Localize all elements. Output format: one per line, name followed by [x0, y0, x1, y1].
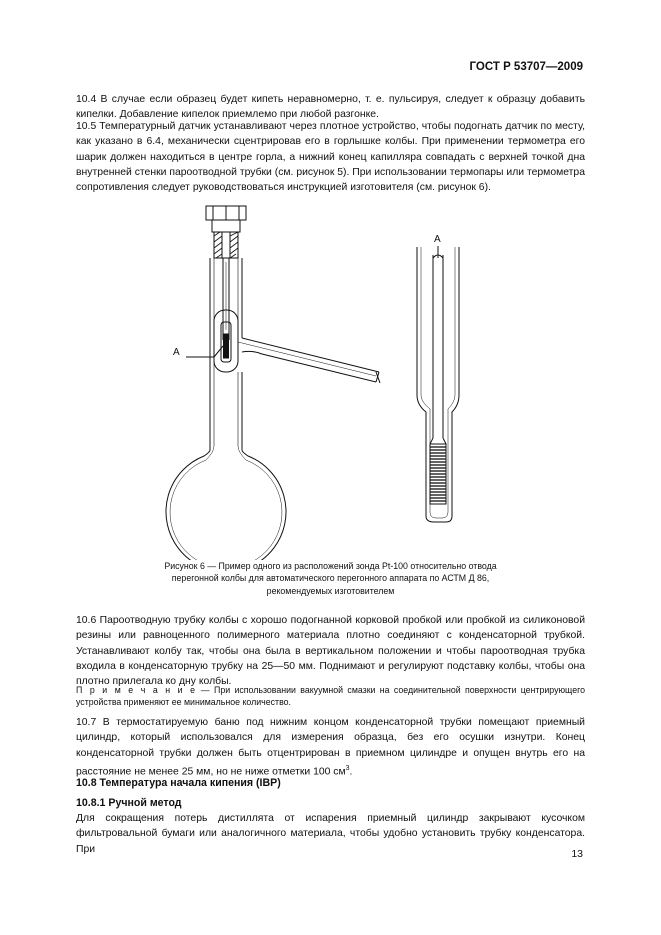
heading-10-8-1: 10.8.1 Ручной метод	[76, 797, 182, 809]
note-label: П р и м е ч а н и е	[76, 685, 197, 695]
note-block	[76, 684, 585, 708]
paragraph-10-7	[76, 715, 585, 780]
heading-10-8: 10.8 Температура начала кипения (IBP)	[76, 777, 281, 789]
document-id-header: ГОСТ Р 53707—2009	[469, 61, 583, 73]
probe-fitting	[206, 206, 246, 258]
label-a-right: A	[434, 234, 441, 245]
paragraph-10-6-text: 10.6 Пароотводную трубку колбы с хорошо подогнанной корковой пробкой или пробкой из силиконовой резины или равноценного полимерного материала плотно соединяют с конденсаторной трубкой. Устанавливают колбу так, чтобы она была в вертикальном положении и чтобы пароотводная трубка входила в конденсаторную трубку на 25—50 мм. Поднимают и регулируют подставку колбы, чтобы она плотно прилегала ко дну колбы.	[76, 615, 585, 688]
note-text: — При использовании вакуумной смазки на соединительной поверхности центрирующего устройства применяют ее минимальное количество.	[76, 685, 585, 707]
flask-neck	[210, 258, 242, 450]
detail-tube	[417, 246, 459, 522]
label-a-left: A	[173, 347, 180, 358]
paragraph-10-6	[76, 613, 585, 689]
paragraph-10-4-text: 10.4 В случае если образец будет кипеть неравномерно, т. е. пульсируя, следует к образцу добавить кипелки. Добавление кипелок приемлемо при любой разгонке.	[76, 94, 585, 121]
caption-line-2: перегонной колбы для автоматического перегонного аппарата по АСТМ Д 86,	[171, 573, 490, 584]
paragraph-10-8-1	[76, 811, 585, 857]
paragraph-10-8-1-text: Для сокращения потерь дистиллята от испарения приемный цилиндр закрывают кусочком фильтровальной бумаги или аналогичного материала, чтобы удобно установить трубку конденсатора. При	[76, 813, 585, 855]
label-a-leader-left	[186, 346, 223, 357]
paragraph-10-7-end: .	[349, 766, 353, 778]
superscript-3: 3	[345, 764, 350, 772]
page-number: 13	[571, 848, 583, 860]
caption-line-1: Рисунок 6 — Пример одного из расположений зонда Pt-100 относительно отвода	[164, 561, 497, 571]
paragraph-10-5-text: 10.5 Температурный датчик устанавливают через плотное устройство, чтобы подогнать датчик по месту, как указано в 6.4, механически сцентрировав его в горлышке колбы. При применении термометра его шарик должен находиться в центре горла, а нижний конец капилляра совпадать с верхней точкой дна внутренней стенки пароотводной трубки (см. рисунок 5). При использовании термопары или термометра сопротивления следует руководствоваться инструкцией изготовителя (см. рисунок 6).	[76, 121, 585, 194]
flask-side-arm	[238, 338, 380, 383]
caption-line-3: рекомендуемых изготовителем	[266, 585, 395, 596]
paragraph-10-7-text: 10.7 В термостатируемую баню под нижним концом конденсаторной трубки помещают приемный цилиндр, который использовался для измерения образца, без его осушки изнутри. Конец конденсаторной трубки должен быть отцентрирован в приемном цилиндре и опущен внутрь его на расстояние не менее 25 мм, но не ниже отметки 100 см	[76, 717, 585, 778]
figure-6-caption	[76, 560, 585, 597]
flask-bulb	[166, 446, 286, 560]
